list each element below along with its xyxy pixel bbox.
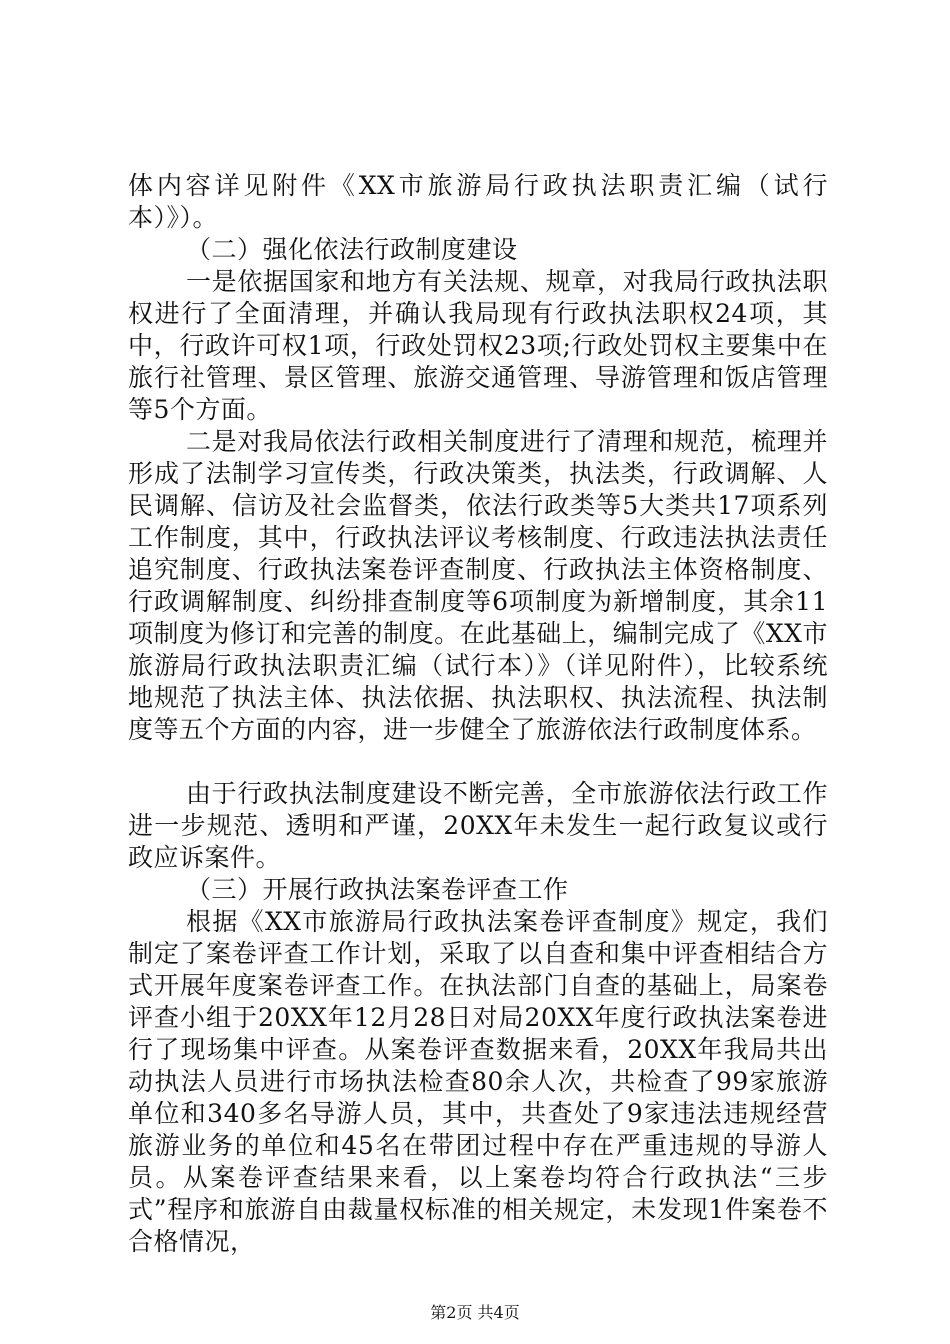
page-number-footer: 第2页 共4页 xyxy=(430,1303,520,1322)
blank-line xyxy=(128,746,828,778)
paragraph-continuation: 体内容详见附件《XX市旅游局行政执法职责汇编（试行本）》）。 xyxy=(128,171,828,232)
section-heading-2: （二）强化依法行政制度建设 xyxy=(186,235,518,264)
section-heading-3: （三）开展行政执法案卷评查工作 xyxy=(186,875,569,904)
document-body xyxy=(128,170,828,1258)
paragraph-summary: 由于行政执法制度建设不断完善，全市旅游依法行政工作进一步规范、透明和严谨，20XX年未发生一起行政复议或行政应诉案件。 xyxy=(128,779,828,872)
paragraph-item-2: 二是对我局依法行政相关制度进行了清理和规范，梳理并形成了法制学习宣传类，行政决策类，执法类，行政调解、人民调解、信访及社会监督类，依法行政类等5大类共17项系列工作制度，其中，行政执法评议考核制度、行政违法执法责任追究制度、行政执法案卷评查制度、行政执法主体资格制度、行政调解制度、纠纷排查制度等6项制度为新增制度，其余11项制度为修订和完善的制度。在此基础上，编制完成了《XX市旅游局行政执法职责汇编（试行本）》（详见附件），比较系统地规范了执法主体、执法依据、执法职权、执法流程、执法制度等五个方面的内容，进一步健全了旅游依法行政制度体系。 xyxy=(128,427,828,744)
paragraph-case-review: 根据《XX市旅游局行政执法案卷评查制度》规定，我们制定了案卷评查工作计划，采取了以自查和集中评查相结合方式开展年度案卷评查工作。在执法部门自查的基础上，局案卷评查小组于20XX年12月28日对局20XX年度行政执法案卷进行了现场集中评查。从案卷评查数据来看，20XX年我局共出动执法人员进行市场执法检查80余人次，共检查了99家旅游单位和340多名导游人员，其中，共查处了9家违法违规经营旅游业务的单位和45名在带团过程中存在严重违规的导游人员。从案卷评查结果来看，以上案卷均符合行政执法“三步式”程序和旅游自由裁量权标准的相关规定，未发现1件案卷不合格情况， xyxy=(128,907,828,1256)
paragraph-item-1: 一是依据国家和地方有关法规、规章，对我局行政执法职权进行了全面清理，并确认我局现有行政执法职权24项，其中，行政许可权1项，行政处罚权23项;行政处罚权主要集中在旅行社管理、景区管理、旅游交通管理、导游管理和饭店管理等5个方面。 xyxy=(128,267,828,424)
